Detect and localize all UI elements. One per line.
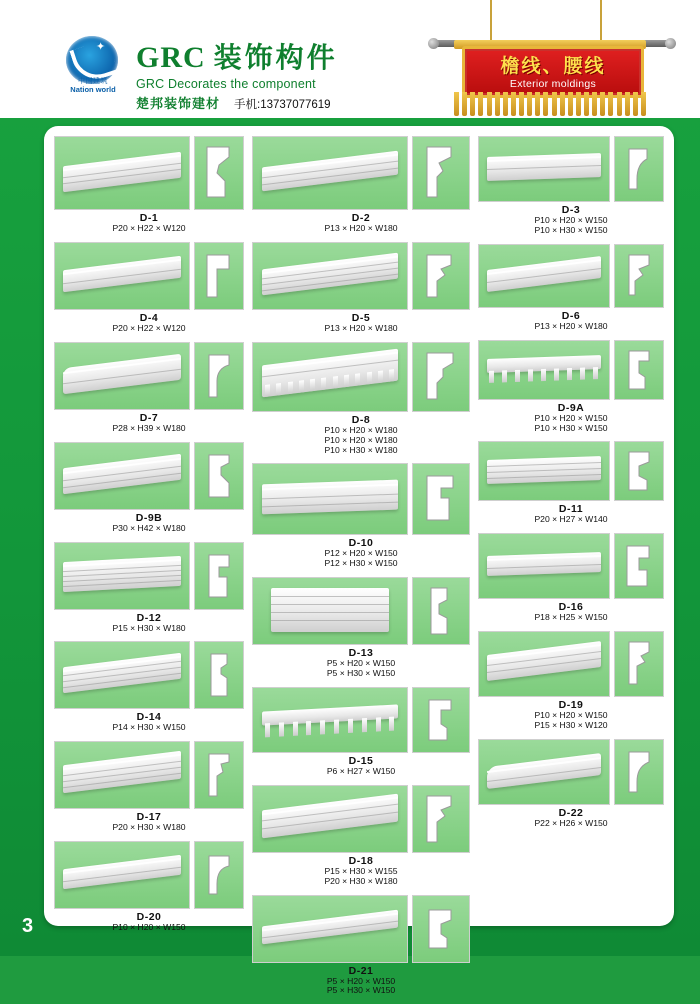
product-dimension: P15 × H30 × W120	[534, 720, 608, 730]
logo-en-text: Nation world	[70, 85, 116, 94]
product-dimension: P22 × H26 × W150	[534, 817, 608, 828]
product-dimension: P10 × H20 × W180	[324, 424, 398, 435]
product-dimension: P10 × H20 × W150	[534, 412, 608, 423]
brand-title-en: GRC	[136, 41, 206, 74]
product-dimension: P12 × H30 × W150	[324, 558, 398, 569]
company-name-cn: 楚邦装饰建材	[136, 96, 221, 111]
product-photo	[252, 577, 408, 645]
brand-title-cn: 装饰构件	[213, 43, 338, 74]
product-dimension: P13 × H20 × W180	[324, 322, 398, 333]
profile-drawing	[412, 342, 470, 412]
product-card[interactable]	[54, 442, 244, 534]
profile-drawing	[194, 136, 244, 210]
product-photo	[478, 136, 610, 202]
profile-drawing	[614, 244, 664, 308]
product-code: D-5	[351, 311, 371, 324]
product-card[interactable]	[54, 136, 244, 234]
product-dimension: P12 × H20 × W150	[324, 548, 398, 559]
product-card[interactable]	[478, 441, 664, 525]
product-card[interactable]	[54, 242, 244, 334]
product-dimension: P5 × H30 × W150	[326, 668, 396, 678]
page-header	[0, 0, 700, 118]
product-dimension: P28 × H39 × W180	[112, 422, 186, 433]
product-photo	[478, 244, 610, 308]
product-dimension: P10 × H20 × W150	[534, 710, 608, 721]
product-code: D-8	[351, 413, 371, 426]
profile-drawing	[412, 136, 470, 210]
product-photo	[54, 342, 190, 410]
product-photo	[54, 136, 190, 210]
product-card[interactable]	[54, 741, 244, 833]
product-code: D-3	[561, 204, 581, 216]
profile-drawing	[614, 136, 664, 202]
product-code: D-9A	[557, 401, 585, 414]
product-photo	[478, 441, 610, 501]
product-column-2	[252, 136, 470, 1004]
product-code: D-12	[136, 611, 162, 624]
product-photo	[54, 741, 190, 809]
profile-drawing	[614, 441, 664, 501]
profile-drawing	[412, 687, 470, 753]
product-dimension: P10 × H30 × W150	[534, 422, 608, 433]
product-dimension: P10 × H30 × W180	[324, 444, 398, 455]
product-code: D-19	[558, 699, 584, 712]
product-photo	[54, 242, 190, 310]
logo-cn-text: 中国建筑	[78, 78, 108, 85]
product-code: D-10	[348, 537, 374, 550]
product-dimension: P13 × H20 × W180	[324, 223, 398, 233]
profile-drawing	[194, 342, 244, 410]
product-code: D-11	[558, 503, 584, 516]
profile-drawing	[194, 542, 244, 610]
product-code: D-20	[136, 911, 162, 924]
product-photo	[478, 533, 610, 599]
product-card[interactable]	[54, 342, 244, 434]
product-card[interactable]	[54, 641, 244, 733]
product-dimension: P10 × H20 × W180	[324, 434, 398, 445]
product-dimension: P15 × H30 × W180	[112, 622, 186, 633]
product-dimension: P20 × H30 × W180	[324, 875, 398, 886]
product-dimension: P15 × H30 × W155	[324, 865, 398, 876]
product-code: D-21	[348, 964, 374, 977]
profile-drawing	[194, 442, 244, 510]
product-photo	[478, 739, 610, 805]
logo-globe-icon: ✦ 中国建筑 Nation world	[62, 36, 124, 94]
product-code: D-6	[561, 309, 581, 322]
product-dimension: P10 × H20 × W150	[112, 922, 186, 933]
product-card[interactable]	[252, 342, 470, 456]
profile-drawing	[194, 641, 244, 709]
product-photo	[252, 785, 408, 853]
page-number: 3	[22, 915, 34, 937]
product-code: D-7	[139, 411, 159, 424]
banner-title-en: Exterior moldings	[509, 78, 597, 90]
contact-phone: 手机:13737077619	[234, 99, 331, 111]
brand-subtitle: GRC Decorates the component	[136, 77, 316, 91]
product-column-1	[54, 136, 244, 941]
product-dimension: P14 × H30 × W150	[112, 722, 186, 733]
profile-drawing	[412, 895, 470, 963]
profile-drawing	[614, 739, 664, 805]
product-dimension: P20 × H27 × W140	[534, 514, 608, 525]
product-code: D-13	[348, 647, 374, 660]
product-grid-panel	[44, 126, 674, 996]
product-dimension: P18 × H25 × W150	[534, 612, 608, 623]
product-code: D-2	[351, 212, 371, 224]
product-code: D-14	[136, 711, 162, 724]
product-photo	[252, 687, 408, 753]
profile-drawing	[194, 741, 244, 809]
product-card[interactable]	[478, 340, 664, 434]
product-card[interactable]	[252, 687, 470, 777]
profile-drawing	[412, 785, 470, 853]
product-card[interactable]	[478, 533, 664, 623]
product-card[interactable]	[252, 463, 470, 569]
profile-drawing	[614, 533, 664, 599]
brand-logo	[62, 36, 338, 112]
product-dimension: P5 × H30 × W150	[326, 985, 396, 996]
profile-drawing	[412, 463, 470, 535]
product-card[interactable]	[54, 841, 244, 933]
product-column-3	[478, 136, 664, 837]
product-code: D-1	[139, 212, 159, 224]
product-card[interactable]	[478, 739, 664, 829]
product-photo	[54, 841, 190, 909]
profile-drawing	[614, 631, 664, 697]
product-card[interactable]	[252, 785, 470, 887]
product-dimension: P6 × H27 × W150	[326, 765, 396, 776]
section-banner	[424, 0, 674, 122]
product-photo	[478, 340, 610, 400]
product-photo	[252, 342, 408, 412]
product-dimension: P10 × H30 × W150	[534, 224, 608, 235]
product-photo	[54, 542, 190, 610]
product-code: D-9B	[135, 511, 163, 524]
product-code: D-17	[136, 811, 162, 824]
banner-fringe	[454, 92, 646, 118]
product-dimension: P30 × H42 × W180	[112, 522, 186, 533]
product-card[interactable]	[478, 631, 664, 731]
product-dimension: P20 × H22 × W120	[112, 322, 186, 333]
product-photo	[54, 442, 190, 510]
product-dimension: P5 × H20 × W150	[326, 658, 396, 669]
product-card[interactable]	[252, 242, 470, 334]
product-card[interactable]	[478, 136, 664, 236]
product-code: D-22	[558, 806, 584, 819]
product-dimension: P20 × H22 × W120	[112, 223, 186, 233]
product-card[interactable]	[252, 895, 470, 997]
product-photo	[252, 242, 408, 310]
product-photo	[252, 463, 408, 535]
product-card[interactable]	[252, 136, 470, 234]
profile-drawing	[194, 841, 244, 909]
profile-drawing	[194, 242, 244, 310]
product-card[interactable]	[54, 542, 244, 634]
product-dimension: P13 × H20 × W180	[534, 320, 608, 331]
product-card[interactable]	[252, 577, 470, 679]
product-dimension: P10 × H20 × W150	[534, 215, 608, 225]
product-code: D-4	[139, 311, 159, 324]
product-code: D-15	[348, 754, 374, 767]
product-photo	[54, 641, 190, 709]
product-photo	[252, 136, 408, 210]
product-dimension: P20 × H30 × W180	[112, 822, 186, 833]
profile-drawing	[412, 577, 470, 645]
product-dimension: P5 × H20 × W150	[326, 975, 396, 986]
product-code: D-18	[348, 854, 374, 867]
product-photo	[252, 895, 408, 963]
profile-drawing	[412, 242, 470, 310]
profile-drawing	[614, 340, 664, 400]
product-code: D-16	[558, 601, 584, 614]
banner-title-cn: 檐线、腰线	[500, 56, 606, 77]
product-photo	[478, 631, 610, 697]
product-card[interactable]	[478, 244, 664, 332]
